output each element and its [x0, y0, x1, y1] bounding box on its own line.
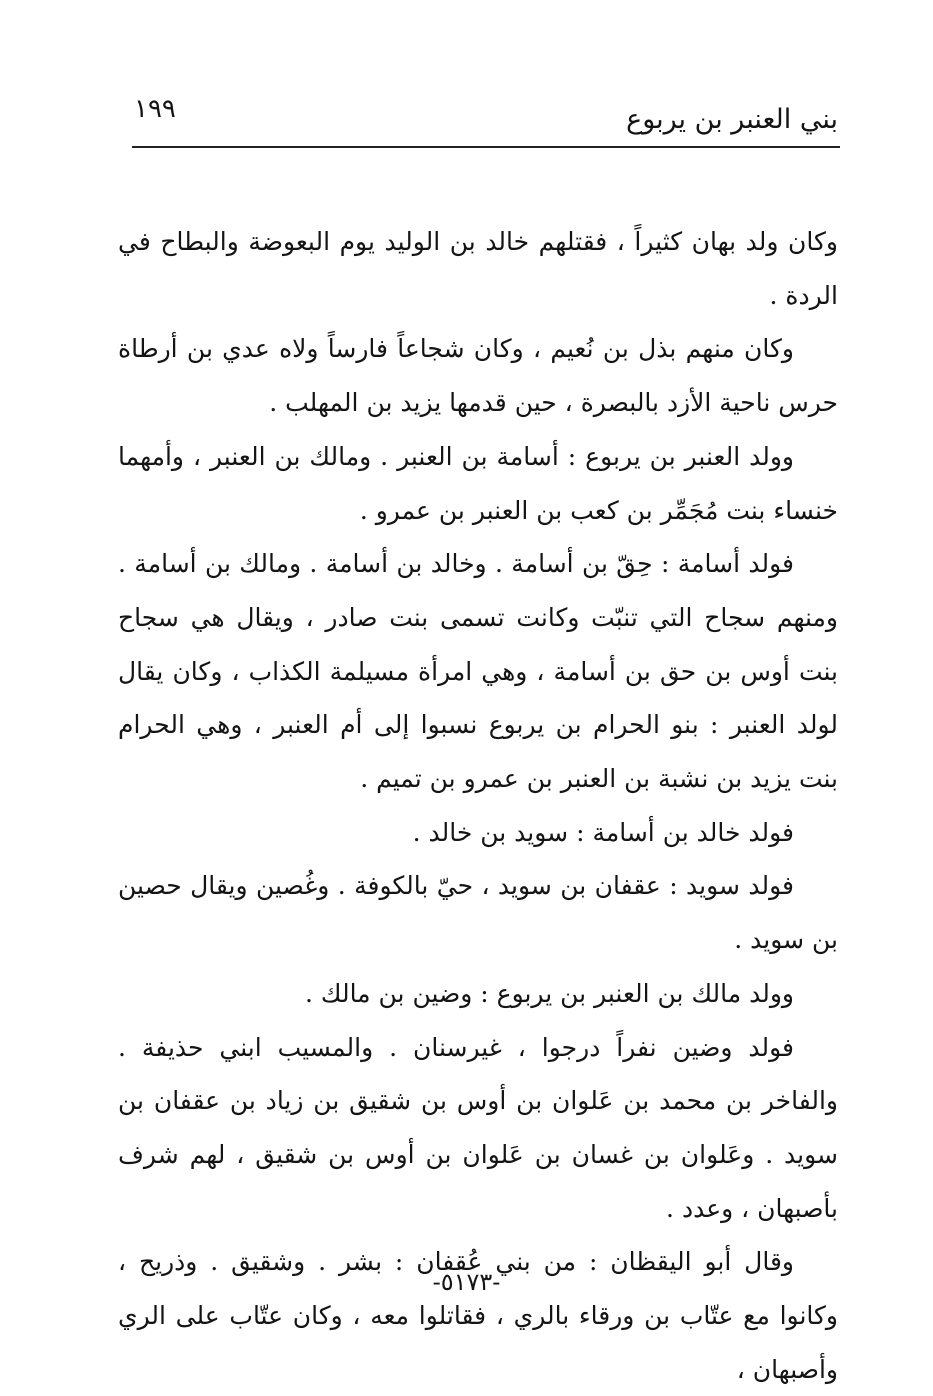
paragraph: فولد أسامة : حِقّ بن أسامة . وخالد بن أسامة . ومالك بن أسامة . ومنهم سجاح التي تنبّت وكانت تسمى بنت صادر ، ويقال هي سجاح بنت أوس بن حق بن أسامة ، وهي امرأة مسيلمة الكذاب ، وكان يقال لولد العنبر : بنو الحرام بن يربوع نسبوا إلى أم العنبر ، وهي الحرام بنت يزيد بن نشبة بن العنبر بن عمرو بن تميم .: [118, 549, 838, 794]
footer-page-number: -٥١٧٣-: [432, 1268, 501, 1296]
paragraph: وكان منهم بذل بن نُعيم ، وكان شجاعاً فارساً ولاه عدي بن أرطاة حرس ناحية الأزد بالبصرة ، حين قدمها يزيد بن المهلب .: [118, 334, 838, 418]
running-header: [132, 86, 840, 148]
paragraph: وكان ولد بهان كثيراً ، فقتلهم خالد بن الوليد يوم البعوضة والبطاح في الردة .: [118, 227, 838, 310]
header-page-number: ١٩٩: [134, 94, 176, 124]
page-body: [118, 215, 838, 1396]
running-title: بني العنبر بن يربوع: [626, 104, 838, 135]
paragraph: وولد مالك بن العنبر بن يربوع : وضين بن مالك .: [304, 978, 794, 1008]
paragraph: وولد العنبر بن يربوع : أسامة بن العنبر . ومالك بن العنبر ، وأمهما خنساء بنت مُجَمِّر بن كعب بن العنبر بن عمرو .: [118, 441, 838, 525]
paragraph: فولد وضين نفراً درجوا ، غيرسنان . والمسيب ابني حذيفة . والفاخر بن محمد بن عَلوان بن أوس بن شقيق بن زياد بن عقفان بن سويد . وعَلوان بن غسان بن عَلوان بن أوس بن شقيق ، لهم شرف بأصبهان ، وعدد .: [118, 1032, 838, 1223]
paragraph: وقال أبو اليقظان : من بني عُقفان : بشر . وشقيق . وذريح ، وكانوا مع عتّاب بن ورقاء بالري ، فقاتلوا معه ، وكان عتّاب على الري وأصبهان ،: [118, 1247, 838, 1384]
paragraph: فولد خالد بن أسامة : سويد بن خالد .: [412, 817, 794, 847]
paragraph: فولد سويد : عقفان بن سويد ، حيّ بالكوفة . وغُصين ويقال حصين بن سويد .: [118, 871, 838, 955]
header-divider: [132, 146, 840, 148]
